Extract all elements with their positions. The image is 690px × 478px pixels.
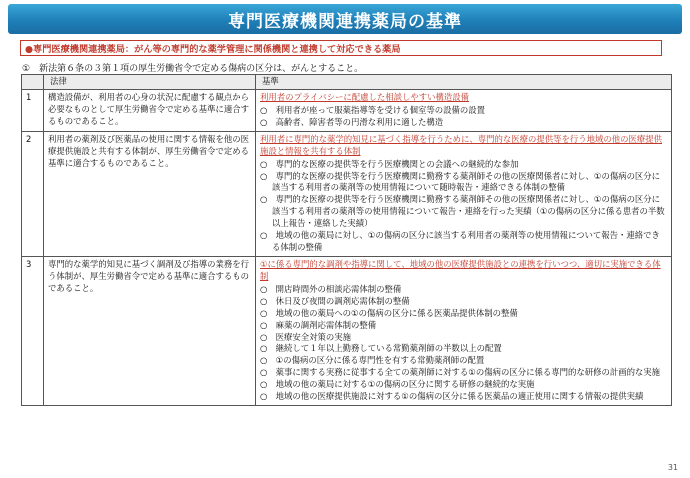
table-header-row [22,75,672,90]
standard-item: ○ 利用者が座って服薬指導等を受ける個室等の設備の設置 [260,104,486,115]
row-standard [256,256,672,405]
row-number: 1 [22,90,44,132]
table-row [22,90,672,132]
criteria-table [21,74,672,406]
definition-text: ●専門医療機関連携薬局：がん等の専門的な薬学管理に関係機関と連携して対応できる薬局 [25,44,401,55]
definition-box [20,40,662,56]
row-number: 3 [22,256,44,405]
standard-item: ○ 開店時間外の相談応需体制の整備 [260,283,402,294]
standard-item: ○ 休日及び夜間の調剤応需体制の整備 [260,295,410,306]
standard-item: ○ 地域の他の薬局への①の傷病の区分に係る医薬品提供体制の整備 [260,307,518,318]
standard-item: ○ 地域の他の薬局に対する①の傷病の区分に関する研修の継続的な実施 [260,379,535,390]
header-standard: 基準 [256,75,672,90]
standard-item: ○ 地域の他の薬局に対し、①の傷病の区分に該当する利用者の薬剤等の使用情報について報告・連絡できる体制の整備 [260,230,660,253]
row-standard [256,131,672,256]
standard-heading: 利用者に専門的な薬学的知見に基づく指導を行うために、専門的な医療の提供等を行う地域の他の医療提供施設と情報を共有する体制 [260,133,662,156]
standard-item: ○ 薬事に関する実務に従事する全ての薬剤師に対する①の傷病の区分に係る専門的な研修の計画的な実施 [260,367,661,378]
row-law: 専門的な薬学的知見に基づく調剤及び指導の業務を行う体制が、厚生労働省令で定める基準に適合するものであること。 [44,256,256,405]
intro-text: ① 新法第６条の３第１項の厚生労働省令で定める傷病の区分は、がんとすること。 [22,64,364,74]
row-standard [256,90,672,132]
page-number: 31 [667,463,678,472]
table-row [22,256,672,405]
standard-item: ○ 専門的な医療の提供等を行う医療機関に勤務する薬剤師その他の医療関係者に対し、①の傷病の区分に該当する利用者の薬剤等の使用情報について随時報告・連絡できる体制の整備 [260,170,661,193]
title-banner [8,4,682,34]
standard-heading: 利用者のプライバシーに配慮した相談しやすい構造設備 [260,92,469,102]
header-num [22,75,44,90]
standard-item: ○ 麻薬の調剤応需体制の整備 [260,319,377,330]
page-title: 専門医療機関連携薬局の基準 [228,11,462,32]
row-law: 利用者の薬剤及び医薬品の使用に関する情報を他の医療提供施設と共有する体制が、厚生労働省令で定める基準に適合するものであること。 [44,131,256,256]
standard-item: ○ 地域の他の医療提供施設に対する①の傷病の区分に係る医薬品の適正使用に関する情報の提供実績 [260,391,644,402]
standard-item: ○ 専門的な医療の提供等を行う医療機関との会議への継続的な参加 [260,158,519,169]
standard-item: ○ 高齢者、障害者等の円滑な利用に適した構造 [260,116,444,127]
table-row [22,131,672,256]
header-law: 法律 [44,75,256,90]
standard-item: ○ 専門的な医療の提供等を行う医療機関に勤務する薬剤師その他の医療関係者に対し、①の傷病の区分に該当する利用者の薬剤等の使用情報について報告・連絡を行った実績（①の傷病の区分に係る患者の半数以上報告・連絡した実績） [260,194,665,229]
row-law: 構造設備が、利用者の心身の状況に配慮する観点から必要なものとして厚生労働省令で定める基準に適合するものであること。 [44,90,256,132]
standard-item: ○ 医療安全対策の実施 [260,331,352,342]
standard-heading: ①に係る専門的な調剤や指導に関して、地域の他の医療提供施設との連携を行いつつ、適切に実施できる体制 [260,258,661,281]
standard-item: ○ ①の傷病の区分に係る専門性を有する常勤薬剤師の配置 [260,355,485,366]
standard-item: ○ 継続して１年以上勤務している常勤薬剤師の半数以上の配置 [260,343,502,354]
row-number: 2 [22,131,44,256]
